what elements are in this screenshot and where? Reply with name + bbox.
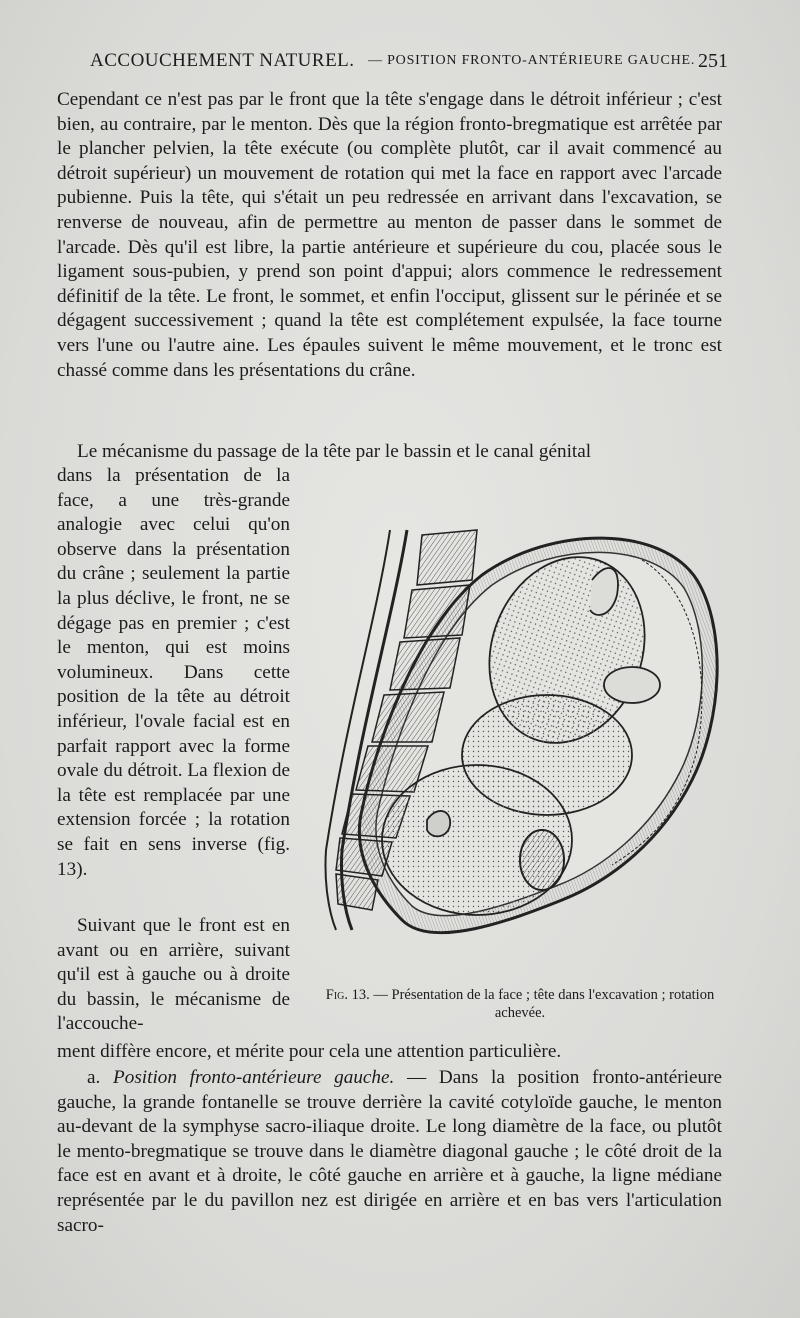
paragraph-4 <box>57 1066 722 1238</box>
page-number: 251 <box>698 50 728 72</box>
paragraph-3-column: Suivant que le front est en avant ou en arrière, suivant qu'il est à gauche ou à droite du bassin, le mécanisme de l'accouche- <box>57 915 290 1035</box>
header-title: ACCOUCHEMENT NATUREL. <box>90 50 355 71</box>
figure-label: Fig. 13. <box>325 987 370 1003</box>
section-text: — Dans la position fronto-antérieure gauche, la grande fontanelle se trouve derrière la cavité cotyloïde gauche, le menton au-devant de la symphyse sacro-iliaque droite. Le long diamètre de la face, ou plutôt le mento-bregmatique se trouve dans le diamètre diagonal gauche ; le côté droit de la face est en avant et à droite, le côté gauche en arrière et à gauche, la ligne médiane représentée par le du pavillon nez est dirigée en arrière et en bas vers l'articulation sacro- <box>57 1067 723 1236</box>
section-title: Position fronto-antérieure gauche. <box>113 1067 395 1088</box>
figure-caption-text: — Présentation de la face ; tête dans l'excavation ; rotation achevée. <box>369 987 715 1021</box>
running-header <box>90 50 740 78</box>
header-subtitle: — POSITION FRONTO-ANTÉRIEURE GAUCHE. <box>368 53 696 68</box>
figure-caption <box>300 986 740 1022</box>
paragraph-2-column: dans la présentation de la face, a une très-grande analogie avec celui qu'on observe dans la présentation du crâne ; seulement la partie la plus déclive, le front, ne se dégage pas en premier ; c'est le menton, qui est moins volumineux. Dans cette position de la tête au détroit inférieur, l'ovale facial est en parfait rapport avec la forme ovale du détroit. La flexion de la tête est remplacée par une extension forcée ; la rotation se fait en sens inverse (fig. 13). <box>57 465 290 880</box>
anatomical-illustration <box>312 520 732 980</box>
paragraph-2-first-line: Le mécanisme du passage de la tête par le bassin et le canal génital <box>77 441 592 462</box>
pubic-symphysis <box>520 830 564 890</box>
paragraph-1: Cependant ce n'est pas par le front que la tête s'engage dans le détroit inférieur ; c'est bien, au contraire, par le menton. Dès que la région fronto-bregmatique est arrêtée par le plancher pelvien, la tête exécute (ou complète plutôt, car il avait commencé au détroit supérieur) un mouvement de rotation qui met la face en rapport avec l'arcade pubienne. Puis la tête, qui s'était un peu redressée en arrivant dans l'excavation, se renverse de nouveau, afin de permettre au menton de passer dans le sommet de l'arcade. Dès qu'il est libre, la partie antérieure et supérieure du cou, placée sous le ligament sous-pubien, y prend son point d'appui; alors commence le redressement définitif de la tête. Le front, le sommet, et enfin l'occiput, glissent sur le périnée et se dégagent successivement ; quand la tête est complétement expulsée, la face tourne vers l'une ou l'autre aine. Les épaules suivent le même mouvement, et le tronc est chassé comme dans les présentations du crâne. <box>57 89 722 381</box>
section-letter: a. <box>87 1067 101 1088</box>
paragraph-3-end: ment diffère encore, et mérite pour cela une attention particulière. <box>57 1041 562 1062</box>
